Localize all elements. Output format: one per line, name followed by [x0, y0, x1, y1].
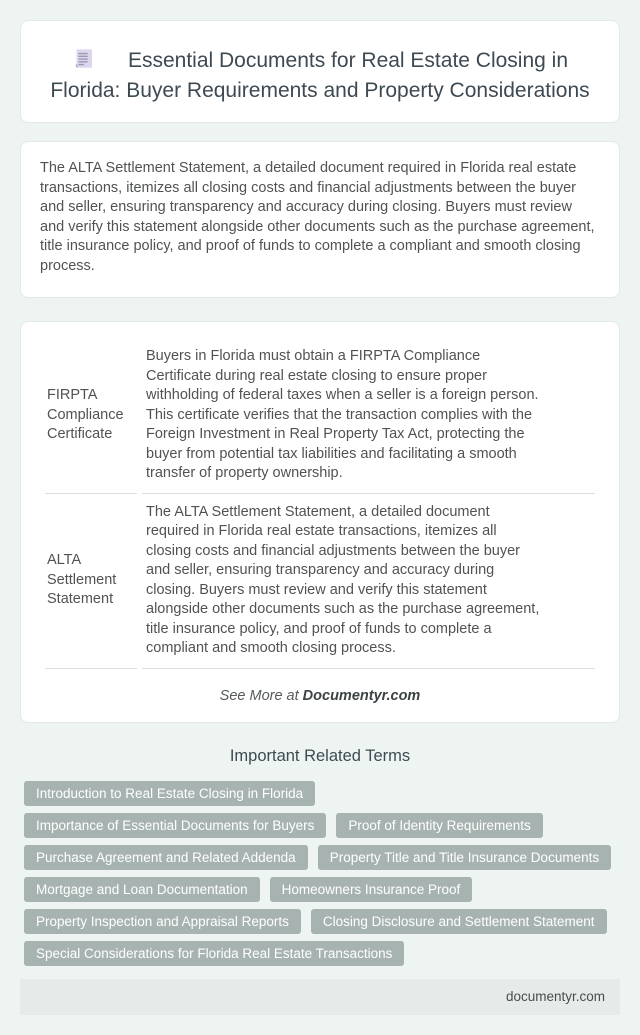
description-cell: The ALTA Settlement Statement, a detailed document required in Florida real estate transactions, itemizes all closing costs and financial adjustments between the buyer and seller, ensuring transparency and accuracy during closing. Buyers must review and verify this statement alongside other documents such as the purchase agreement, title insurance policy, and proof of funds to complete a compliant and smooth closing process.	[142, 494, 595, 669]
footer-bar	[20, 979, 620, 1015]
related-term-chip[interactable]: Special Considerations for Florida Real Estate Transactions	[24, 941, 404, 966]
related-terms-heading: Important Related Terms	[229, 746, 411, 765]
page-title-text: Essential Documents for Real Estate Closing in Florida: Buyer Requirements and Property Considerations	[50, 49, 590, 102]
term-cell: ALTA Settlement Statement	[45, 494, 137, 669]
see-more-prefix: See More at	[219, 687, 303, 704]
receipt-icon	[72, 47, 94, 71]
intro-card	[20, 141, 620, 298]
related-term-chip[interactable]: Proof of Identity Requirements	[336, 813, 542, 838]
documents-table-card	[20, 321, 620, 723]
related-term-chip[interactable]: Property Title and Title Insurance Documents	[318, 845, 611, 870]
title-card	[20, 20, 620, 123]
term-cell: FIRPTA Compliance Certificate	[45, 338, 137, 494]
related-terms-list	[20, 781, 620, 966]
see-more-site-link[interactable]: Documentyr.com	[302, 687, 421, 704]
table-row	[45, 338, 595, 494]
page-title	[39, 46, 601, 106]
related-term-chip[interactable]: Mortgage and Loan Documentation	[24, 877, 260, 902]
related-term-chip[interactable]: Purchase Agreement and Related Addenda	[24, 845, 308, 870]
related-term-chip[interactable]: Homeowners Insurance Proof	[270, 877, 473, 902]
related-term-chip[interactable]: Importance of Essential Documents for Buyers	[24, 813, 326, 838]
documents-table	[40, 338, 600, 669]
related-term-chip[interactable]: Closing Disclosure and Settlement Statement	[311, 909, 607, 934]
intro-paragraph: The ALTA Settlement Statement, a detailed document required in Florida real estate transactions, itemizes all closing costs and financial adjustments between the buyer and seller, ensuring transparency and accuracy during closing. Buyers must review and verify this statement alongside other documents such as the purchase agreement, title insurance policy, and proof of funds to complete a compliant and smooth closing process.	[40, 160, 595, 274]
related-term-chip[interactable]: Property Inspection and Appraisal Reports	[24, 909, 301, 934]
description-cell: Buyers in Florida must obtain a FIRPTA Compliance Certificate during real estate closing to ensure proper withholding of federal taxes when a seller is a foreign person. This certificate verifies that the transaction complies with the Foreign Investment in Real Property Tax Act, protecting the buyer from potential tax liabilities and facilitating a smooth transfer of property ownership.	[142, 338, 595, 494]
related-term-chip[interactable]: Introduction to Real Estate Closing in Florida	[24, 781, 315, 806]
table-row	[45, 494, 595, 669]
see-more-line	[40, 688, 600, 704]
footer-domain: documentyr.com	[505, 989, 605, 1004]
